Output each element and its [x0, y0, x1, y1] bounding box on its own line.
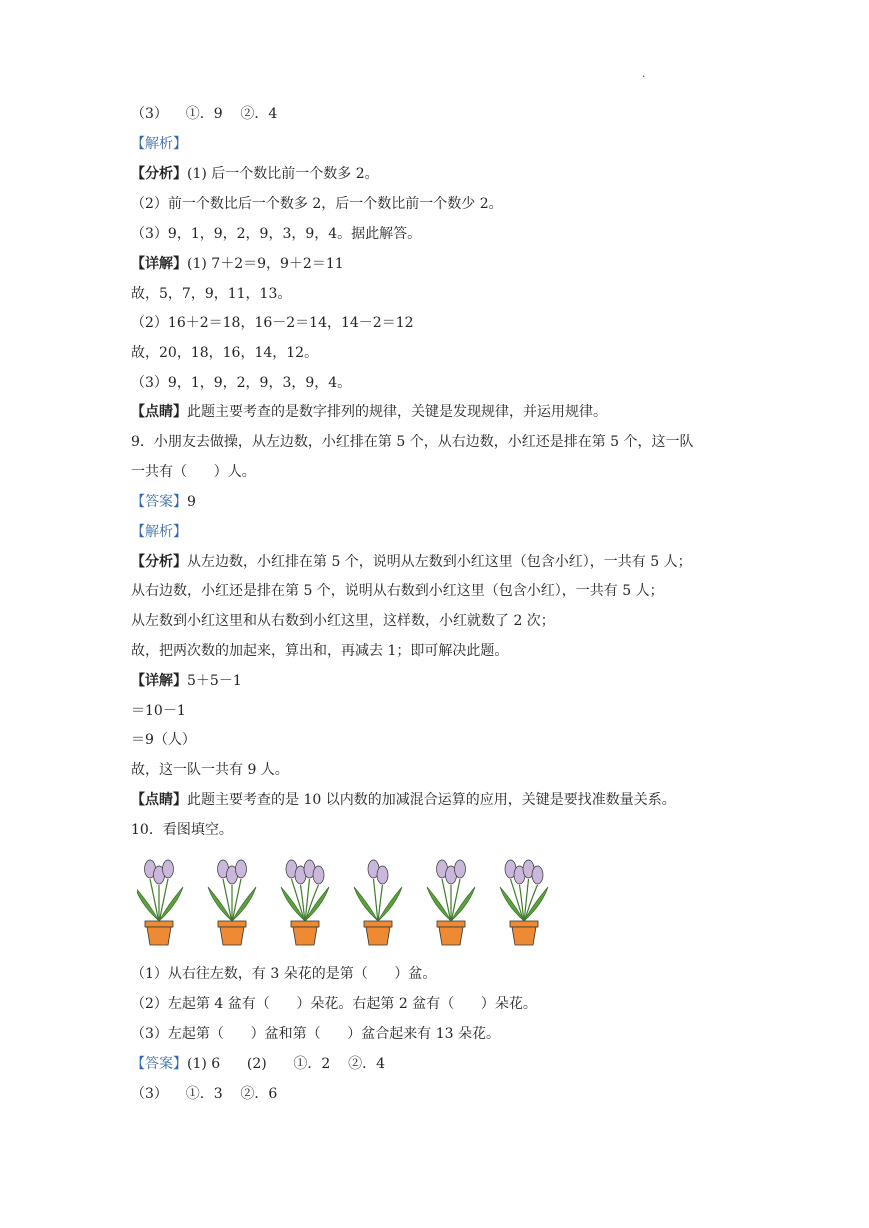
text-line: 故，5，7，9，11，13。	[131, 286, 292, 302]
section-tag-line: 【解析】	[131, 136, 187, 152]
flower-pot	[137, 860, 183, 945]
flower-pots-illustration	[137, 855, 577, 950]
text-line: 故，把两次数的加起来，算出和，再减去 1；即可解决此题。	[131, 643, 509, 659]
text-line: 故，20，18，16，14，12。	[131, 345, 319, 361]
flower-pot	[281, 860, 329, 945]
section-tag-line: 【解析】	[131, 524, 187, 540]
analysis-line: 【分析】(1) 后一个数比前一个数多 2。	[131, 166, 379, 182]
comment-line: 【点睛】此题主要考查的是 10 以内数的加减混合运算的应用，关键是要找准数量关系。	[131, 792, 676, 808]
question-10: 10．看图填空。	[131, 822, 233, 838]
comment-line: 【点睛】此题主要考查的是数字排列的规律，关键是发现规律，并运用规律。	[131, 404, 607, 420]
header-dot: ·	[642, 72, 646, 83]
analysis-line: 【分析】从左边数，小红排在第 5 个，说明从左数到小红这里（包含小红），一共有 5 人；	[131, 554, 692, 570]
sub-question-1: （1）从右往左数，有 3 朵花的是第（ ）盆。	[131, 966, 437, 982]
text-line: （2）16＋2＝18，16－2＝14，14－2＝12	[131, 315, 414, 331]
text-line: （3）9，1，9，2，9，3，9，4。据此解答。	[131, 226, 422, 242]
answer-line-cont: （3） ①．3 ②．6	[131, 1086, 278, 1102]
text-line: （2）前一个数比后一个数多 2，后一个数比前一个数少 2。	[131, 196, 503, 212]
flower-pot	[208, 860, 256, 945]
flower-pot	[427, 860, 475, 945]
detail-line: 【详解】(1) 7＋2＝9，9＋2＝11	[131, 256, 344, 272]
sub-question-2: （2）左起第 4 盆有（ ）朵花。右起第 2 盆有（ ）朵花。	[131, 996, 537, 1012]
flower-pot	[500, 860, 548, 945]
text-line: 从左数到小红这里和从右数到小红这里，这样数，小红就数了 2 次；	[131, 613, 555, 629]
sub-question-3: （3）左起第（ ）盆和第（ ）盆合起来有 13 朵花。	[131, 1026, 501, 1042]
answer-line: 【答案】9	[131, 494, 196, 510]
text-line: 故，这一队一共有 9 人。	[131, 762, 289, 778]
detail-line: 【详解】5＋5－1	[131, 673, 242, 689]
flower-pot	[354, 860, 402, 945]
question-9: 9．小朋友去做操，从左边数，小红排在第 5 个，从右边数，小红还是排在第 5 个，这一队	[131, 434, 694, 450]
text-line: 从右边数，小红还是排在第 5 个，说明从右数到小红这里（包含小红），一共有 5 人；	[131, 583, 664, 599]
text-line: ＝9（人）	[131, 732, 196, 748]
question-9-cont: 一共有（ ）人。	[131, 464, 256, 480]
text-line: （3）9，1，9，2，9，3，9，4。	[131, 375, 352, 391]
text-line: ＝10－1	[131, 703, 186, 719]
answer-line: 【答案】(1) 6 (2) ①．2 ②．4	[131, 1056, 386, 1072]
text-line: （3） ①．9 ②．4	[131, 106, 278, 122]
